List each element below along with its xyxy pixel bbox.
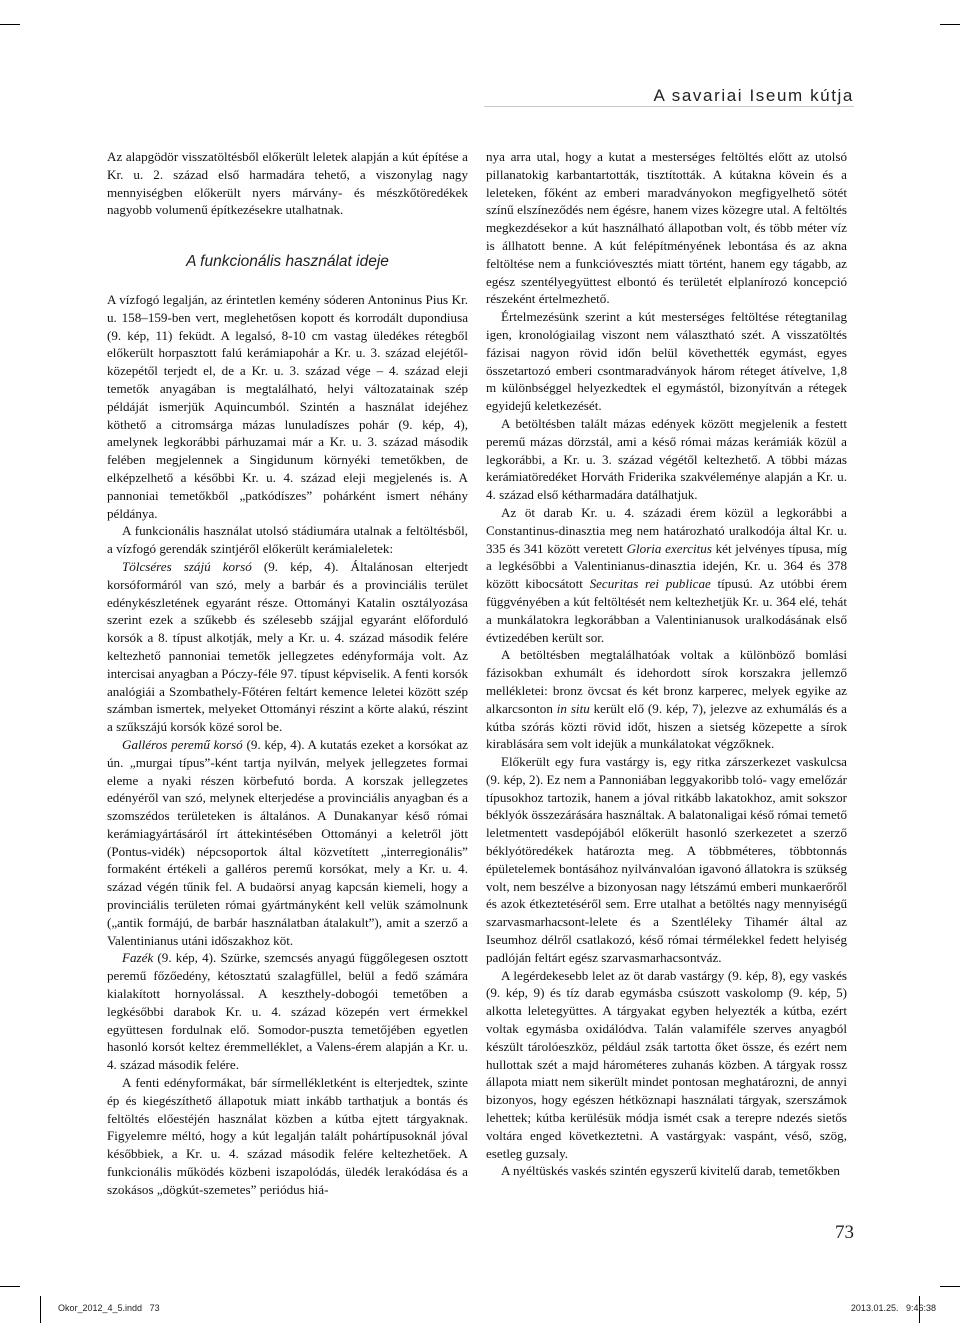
paragraph-text: típusú. Az utóbbi érem függvényében a kút feltöltését nem keltezhetjük Kr. u. 364 elé, tehát a munkálatokra legkorábban a Valentinianusok uralkodásának első évtizedében került sor. <box>486 576 848 645</box>
paragraph: A fenti edényformákat, bár sírmellékletként is elterjedtek, szinte ép és kiegészíthető állapotuk miatt inkább tarthatjuk a bontás és feltöltés előestéjén használat közben a kútba ejtett tárgyaknak. Figyelemre méltó, hogy a kút legalján talált pohártípusoknál jóval későbbiek, a Kr. u. 4. század második felére keltezhetőek. A funkcionális működés közbeni iszapolódás, üledék lerakódása és a szokásos „dögkút-szemetes” periódus hiá- <box>107 1075 468 1197</box>
section-heading: A funkcionális használat ideje <box>186 253 389 271</box>
paragraph: A funkcionális használat utolsó stádiumára utalnak a feltöltésből, a vízfogó gerendák szintjéről előkerült kerámialeletek: <box>107 523 468 557</box>
crop-mark <box>0 24 20 25</box>
crop-mark <box>940 1286 960 1287</box>
paragraph-text: A betöltésben megtalálhatóak voltak a különböző bomlási fázisokban exhumált és idehordott sírok korszakra jellemző mellékletei: bronz övcsat és két bronz karperec, melyek egyike az alkarcsonton <box>486 647 847 716</box>
paragraph <box>107 736 468 950</box>
crop-mark <box>40 1296 41 1323</box>
right-column <box>486 148 847 1180</box>
running-head-title: A savariai Iseum kútja <box>653 86 854 105</box>
latin-term-italic: in situ <box>556 700 590 716</box>
paragraph: A nyéltüskés vaskés szintén egyszerű kivitelű darab, temetőkben <box>501 1163 840 1179</box>
paragraph-text: (9. kép, 4). A kutatás ezeket a korsókat az ún. „murgai típus”-ként tartja nyilván, melyek jellegzetes formai eleme a nyaki részen körbefutó borda. A korszak jellegzetes edényéről van szó, melynek elterjedése a provinciális anyagban és a szomszédos területeken is általános. A Dunakanyar késő római kerámiagyártásáról írt áttekintésében Ottományi a keletről jött (Pontus-vidék) népcsoportok által közvetített „interregionális” formaként értékeli a galléros peremű korsókat, mely a Kr. u. 4. század végén tűnik fel. A budaörsi anyag kapcsán kiemeli, hogy a provinciális területen római gyártmányként kell velük számolnunk („antik formájú, de barbár használatban átalakult”), amit a szerző a Valentinianus utáni időszakhoz köt. <box>107 736 468 948</box>
paragraph: A legérdekesebb lelet az öt darab vastárgy (9. kép, 8), egy vaskés (9. kép, 9) és tíz darab egymásba csúszott vaskolomp (9. kép, 5) alkotta leletegyüttes. A tárgyakat egyben helyezték a kútba, ezért voltak egymásba oxidálódva. Talán valamiféle szerves anyagból készült tárolóeszköz, például zsák tartotta őket össze, és ezért nem hullottak szét a majd hárométeres zuhanás közben. A tárgyak rossz állapota miatt nem sikerült mindet pontosan meghatározni, de annyi bizonyos, hogy egészen hétköznapi használati tárgyak, szerszámok lehettek; kútba kerülésük módja ismét csak a terepre ndezés sietős voltára enged következtetni. A vastárgyak: vaspánt, véső, szög, esetleg guzsaly. <box>486 967 847 1161</box>
term-italic: Galléros peremű korsó <box>122 736 243 752</box>
paragraph: nya arra utal, hogy a kutat a mesterséges feltöltés előtt az utolsó pillanatokig karbantartották, tisztították. A kútakna kövein és a leleteken, főként az emberi maradványokon megfigyelhető sötét színű elszíneződés nem égésre, hanem vizes közegre utal. A feltöltés megkezdésekor a kút használható állapotban volt, és több méter víz is állhatott benne. A kút felépítményének lebontása és az akna feltöltése nem a funkcióvesztés miatt történt, hanem egy tágabb, az egész szentélyegyüttest elbontó és területét elplanírozó koncepció részeként értelmezhető. <box>486 149 847 307</box>
coin-type-italic: Gloria exercitus <box>626 540 712 556</box>
paragraph: A vízfogó legalján, az érintetlen kemény sóderen Antoninus Pius Kr. u. 158–159-ben vert, meglehetősen kopott és korrodált dupondiusa (9. kép, 11) feküdt. A legalsó, 8-10 cm vastag üledékes rétegből előkerült horpasztott falú kerámiapohár a Kr. u. 3. század elejétől-közepétől terjedt el, de a Kr. u. 3. század vége – 4. század eleji temetők anyagában is megtalálható, helyi változatainak szép példáját ismerjük Aquincumból. Szintén a használat idejéhez köthető a citromsárga mázas lunuladíszes pohár (9. kép, 4), amelynek legkorábbi párhuzamai már a Kr. u. 3. század második felében megjelennek a Singidunum környéki temetőkben, de elképzelhető a későbbi Kr. u. 4. század eleji megjelenés is. A pannoniai temetőkből „patkódíszes” pohárként ismert néhány példánya. <box>107 291 468 521</box>
paragraph-text: két jelvényes típusa, míg a legkésőbbi a Valentinianus-dinasztia idején, Kr. u. 364 és 378 között kibocsátott <box>486 540 848 592</box>
paragraph-text: (9. kép, 4). Általánosan elterjedt korsóformáról van szó, mely a barbár és a provinciális terület edénykészletének egyaránt része. Ottományi Katalin osztályozása szerint ezek a szűkebb és szélesebb szájjal egyaránt előforduló korsók a 8. típust alkotják, mely a Kr. u. 4. század második felére keltezhető pannoniai temetők jellegzetes edényformája volt. Az intercisai anyagban a Póczy-féle 97. típust képviselik. A fenti korsók analógiái a Szombathely-Főtéren feltárt kemence leletei között szép számban ismertek, melyeket Ottományi részint a körte alakú, részint a szűkszájú korsók közé sorol be. <box>107 558 468 735</box>
term-italic: Tölcséres szájú korsó <box>122 558 252 574</box>
paragraph-text: (9. kép, 4). Szürke, szemcsés anyagú függőlegesen osztott peremű főzőedény, kétosztatú szalagfüllel, belül a fedő számára kialakított hornyolással. A keszthely-dobogói temetőben a legkésőbbi darabok Kr. u. 4. század közepén vert érmekkel együttesen fordulnak elő. Somodor-puszta temetőjében egyetlen hasonló korsót keltez éremmelléklet, a Valens-érem alapján a Kr. u. 4. század második felére. <box>107 950 468 1073</box>
crop-mark <box>940 24 960 25</box>
term-italic: Fazék <box>122 950 154 966</box>
paragraph <box>107 558 468 736</box>
intro-paragraph: Az alapgödör visszatöltésből előkerült leletek alapján a kút építése a Kr. u. 2. század első harmadára tehető, a viszonylag nagy mennyiségben előkerült nyers márvány- és mészkőtöredékek nagyobb volumenű építkezésekre utalhatnak. <box>107 149 468 218</box>
paragraph: A betöltésben talált mázas edények között megjelenik a festett peremű mázas dörzstál, ami a késő római mázas kerámiák közül a legkorábbi, a Kr. u. 3. század végétől keltezhető. A többi mázas kerámiatöredéket Horváth Friderika szakvéleménye alapján a Kr. u. 4. század első kétharmadára datálhatjuk. <box>486 415 847 503</box>
paragraph-text: Az öt darab Kr. u. 4. századi érem közül a legkorábbi a Constantinus-dinasztia meg nem határozható uralkodója által Kr. u. 335 és 341 között veretett <box>486 504 847 556</box>
page-number: 73 <box>835 1222 854 1243</box>
paragraph: Előkerült egy fura vastárgy is, egy ritka zárszerkezet vaskulcsa (9. kép, 2). Ez nem a Pannoniában leggyakoribb toló- vagy emelőzár típusokhoz tartozik, hanem a jóval ritkább lakatokhoz, amit sokszor béklyók összezárására használtak. A balatonaligai késő római temető leletmentett vasdepójából előkerült hasonló szerkezetet a szerző béklyótöredékek határozta meg. A többméteres, többtonnás épületelemek bontásához nyilvánvalóan igavonó állatokra is szükség volt, nem beszélve a bizonyosan nagy létszámú emberi munkaerőről és azok étkeztetéséről sem. Erre utalhat a betöltés nagy mennyiségű szarvasmarhacsont-lelete és a Szentléleky Tihamér által az Iseumhoz délről csatlakozó, késő római térmélekkel fedett helyiség padlóján feltárt egész szarvasmarhacsontváz. <box>486 754 847 965</box>
slug-timestamp: 2013.01.25. 9:46:38 <box>850 1303 936 1313</box>
crop-mark <box>0 1286 20 1287</box>
left-column <box>107 148 468 1199</box>
paragraph: Értelmezésünk szerint a kút mesterséges feltöltése rétegtanilag igen, kronológiailag viszont nem választható szét. A visszatöltés fázisai nagyon rövid időn belül követhették egymást, egyes összetartozó emberi csontmaradványok három réteget átívelve, 1,8 m különbséggel helyezkedtek el egymástól, bizonyítván a rétegek egyidejű keletkezését. <box>486 309 847 414</box>
coin-type-italic: Securitas rei publicae <box>589 576 711 592</box>
paragraph <box>107 949 468 1074</box>
paragraph <box>486 646 847 753</box>
paragraph <box>486 504 847 646</box>
slug-filename: Okor_2012_4_5.indd 73 <box>58 1303 160 1313</box>
header-rule <box>484 106 854 107</box>
paragraph-text: került elő (9. kép, 7), jelezve az exhumálás és a kútba szórás közti rövid időt, hiszen a sietség közepette a sírok kirablására sem volt idejük a munkálatokat végzőknek. <box>486 700 847 752</box>
